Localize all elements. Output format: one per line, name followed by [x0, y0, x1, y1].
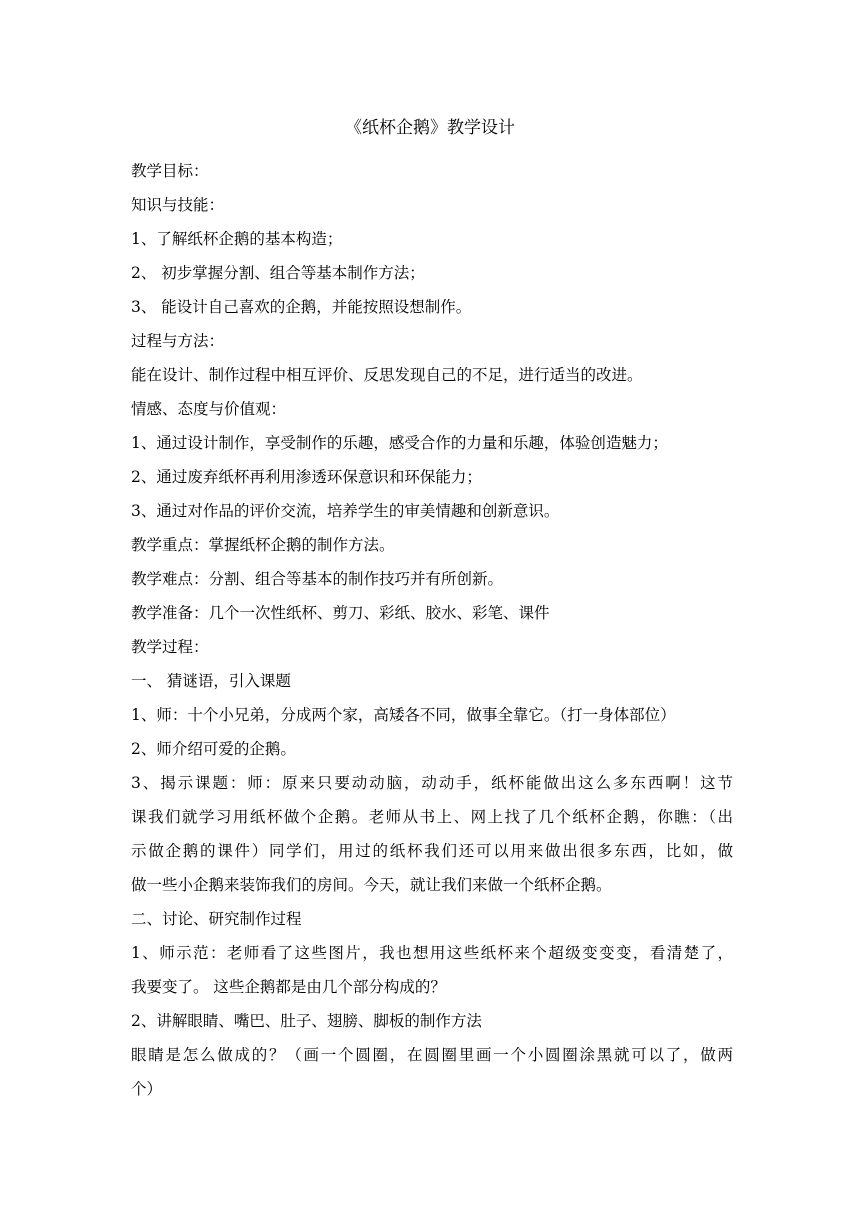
text-line: 一、 猜谜语，引入课题: [131, 672, 291, 690]
text-line: 1、师：十个小兄弟，分成两个家，高矮各不同，做事全靠它。（打一身体部位）: [131, 706, 676, 724]
text-line: 过程与方法：: [131, 332, 225, 350]
text-line: 教学准备：几个一次性纸杯、剪刀、彩纸、胶水、彩笔、课件: [131, 604, 550, 622]
text-line: 2、通过废弃纸杯再利用渗透环保意识和环保能力；: [131, 468, 482, 486]
text-line: 我要变了。 这些企鹅都是由几个部分构成的？: [131, 978, 446, 996]
text-line: 教学过程：: [131, 638, 209, 656]
document-title: 《纸杯企鹅》教学设计: [345, 118, 515, 138]
text-line: 3、 能设计自己喜欢的企鹅，并能按照设想制作。: [131, 298, 472, 316]
text-line: 眼睛是怎么做成的？（画一个圆圈，在圆圈里画一个小圆圈涂黑就可以了，做两: [131, 1046, 733, 1064]
text-line: 情感、态度与价值观：: [131, 400, 287, 418]
text-line: 二、讨论、研究制作过程: [131, 910, 302, 928]
text-line: 教学目标：: [131, 162, 209, 180]
text-line: 课我们就学习用纸杯做个企鹅。老师从书上、网上找了几个纸杯企鹅，你瞧：（出: [131, 808, 733, 826]
text-line: 能在设计、制作过程中相互评价、反思发现自己的不足，进行适当的改进。: [131, 366, 643, 384]
text-line: 1、了解纸杯企鹅的基本构造；: [131, 230, 343, 248]
text-line: 2、师介绍可爱的企鹅。: [131, 740, 296, 758]
text-line: 3、通过对作品的评价交流，培养学生的审美情趣和创新意识。: [131, 502, 560, 520]
text-line: 做一些小企鹅来装饰我们的房间。今天，就让我们来做一个纸杯企鹅。: [131, 876, 612, 894]
text-line: 教学难点：分割、组合等基本的制作技巧并有所创新。: [131, 570, 504, 588]
text-line: 1、通过设计制作，享受制作的乐趣，感受合作的力量和乐趣，体验创造魅力；: [131, 434, 668, 452]
text-line: 1、师示范：老师看了这些图片，我也想用这些纸杯来个超级变变变，看清楚了，: [131, 944, 733, 962]
text-line: 3、揭示课题：师：原来只要动动脑，动动手，纸杯能做出这么多东西啊！这节: [131, 774, 733, 792]
text-line: 个）: [131, 1080, 163, 1098]
text-line: 2、 初步掌握分割、组合等基本制作方法；: [131, 264, 425, 282]
text-line: 2、讲解眼睛、嘴巴、肚子、翅膀、脚板的制作方法: [131, 1012, 482, 1030]
text-line: 教学重点：掌握纸杯企鹅的制作方法。: [131, 536, 395, 554]
text-line: 知识与技能：: [131, 196, 225, 214]
text-line: 示做企鹅的课件）同学们，用过的纸杯我们还可以用来做出很多东西，比如，做: [131, 842, 733, 860]
document-body: [131, 154, 733, 1106]
